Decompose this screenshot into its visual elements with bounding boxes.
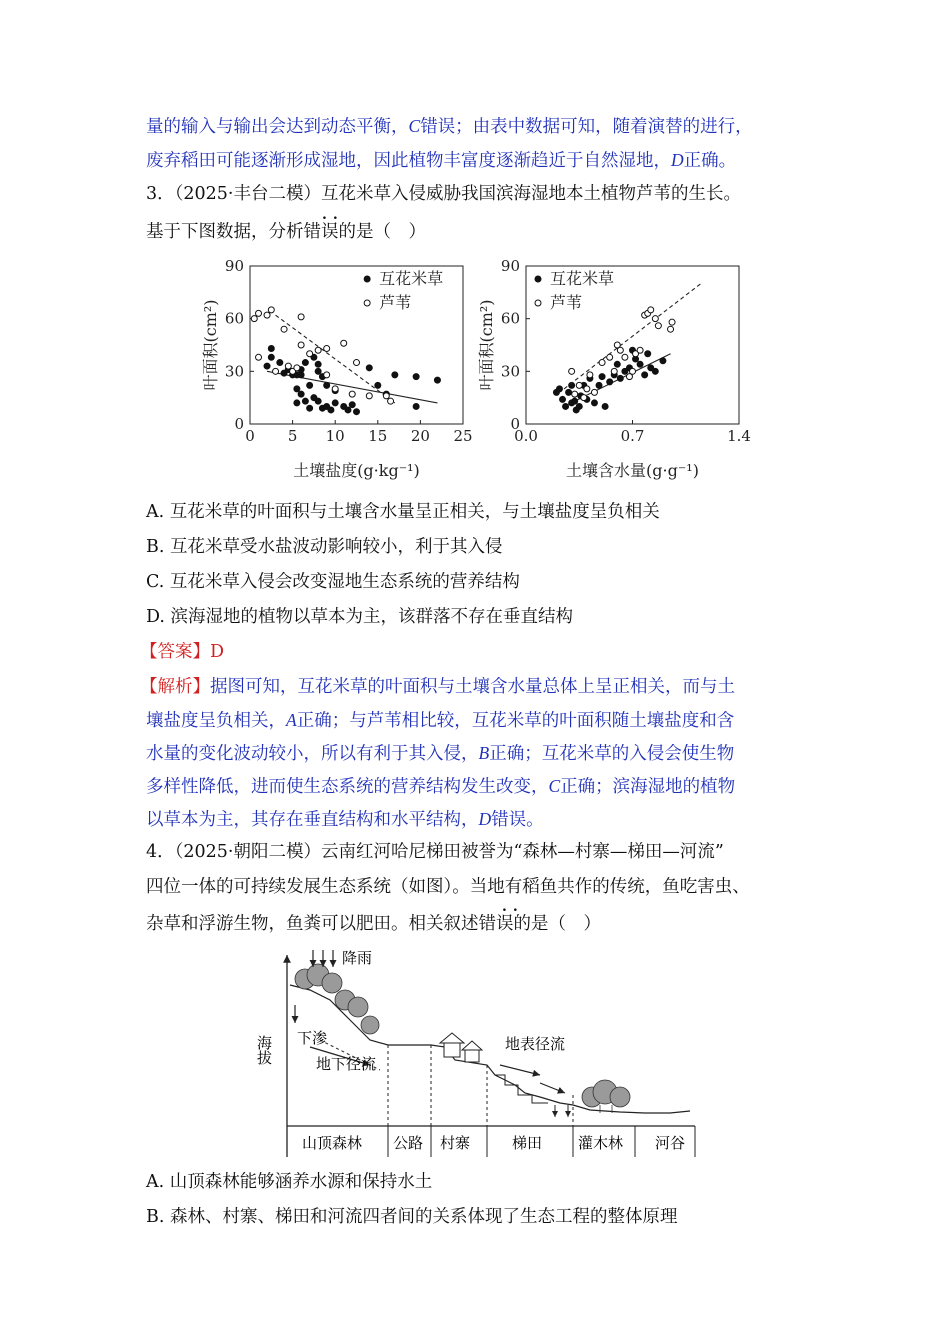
data-point <box>622 354 628 360</box>
data-point <box>637 347 643 353</box>
data-point <box>599 360 605 366</box>
data-point <box>328 407 334 413</box>
data-point <box>307 405 313 411</box>
data-point <box>264 312 270 318</box>
q4-stem-line-2: 四位一体的可持续发展生态系统（如图）。当地有稻鱼共作的传统，鱼吃害虫、 <box>146 877 750 897</box>
data-point <box>324 382 330 388</box>
data-point <box>388 398 394 404</box>
y-tick-label: 60 <box>500 309 520 328</box>
data-point <box>587 372 593 378</box>
data-point <box>324 346 330 352</box>
data-point <box>349 402 355 408</box>
shrub-trees <box>582 1080 630 1113</box>
data-point <box>602 403 608 409</box>
data-point <box>294 400 300 406</box>
data-point <box>572 398 578 404</box>
x-axis-label: 土壤盐度(g·kg⁻¹) <box>293 461 420 480</box>
data-point <box>294 386 300 392</box>
data-point <box>332 386 338 392</box>
salinity-scatter-chart <box>196 254 496 494</box>
village-houses <box>440 1033 482 1062</box>
emphasis-dots: .. <box>322 207 344 223</box>
analysis-label: 【解析】 <box>140 677 210 697</box>
analysis-line-4 <box>146 774 735 799</box>
data-point <box>268 307 274 313</box>
data-point <box>268 346 274 352</box>
legend-label: 互花米草 <box>379 269 444 288</box>
data-point <box>648 307 654 313</box>
carry-line-2 <box>146 148 736 173</box>
data-point <box>630 368 636 374</box>
y-tick-label: 90 <box>500 257 520 275</box>
analysis-text: 以草本为主，其存在垂直结构和水平结构， <box>146 810 479 830</box>
carry-text: 量的输入与输出会达到动态平衡， <box>146 117 409 137</box>
data-point <box>614 361 620 367</box>
answer-value: D <box>210 642 225 662</box>
data-point <box>332 400 338 406</box>
analysis-line-5 <box>146 807 544 832</box>
legend-label: 互花米草 <box>550 269 615 288</box>
forest-trees <box>295 964 379 1034</box>
carry-text: 正确。 <box>683 151 737 171</box>
data-point <box>563 403 569 409</box>
zone-shrub: 灌木林 <box>578 1134 624 1152</box>
q3-option-b: B. 互花米草受水盐波动影响较小，利于其入侵 <box>146 537 503 557</box>
analysis-text: 壤盐度呈负相关， <box>146 711 286 731</box>
x-tick-label: 15 <box>368 427 388 445</box>
y-tick-label: 0 <box>510 415 520 433</box>
zone-valley: 河谷 <box>655 1134 686 1152</box>
y-tick-label: 90 <box>224 257 244 275</box>
data-point <box>277 360 283 366</box>
data-point <box>302 398 308 404</box>
moisture-scatter-chart <box>472 254 762 494</box>
carry-line-1 <box>146 114 753 139</box>
plot-frame <box>526 266 739 424</box>
x-tick-label: 20 <box>410 427 430 445</box>
data-point <box>375 382 381 388</box>
analysis-text: 错误。 <box>491 810 544 830</box>
data-point <box>273 368 279 374</box>
altitude-label: 海拔 <box>255 1035 273 1065</box>
rain-label: 降雨 <box>342 949 373 967</box>
q3-option-a: A. 互花米草的叶面积与土壤含水量呈正相关，与土壤盐度呈负相关 <box>146 502 660 522</box>
q3-stem-line-1: 3．（2025·丰台二模）互花米草入侵威胁我国滨海湿地本土植物芦苇的生长。 <box>146 184 741 204</box>
data-point <box>596 382 602 388</box>
data-point <box>591 400 597 406</box>
x-tick-label: 0.7 <box>620 427 645 445</box>
seep-label: 下渗 <box>297 1029 328 1047</box>
data-point <box>256 310 262 316</box>
data-point <box>324 372 330 378</box>
analysis-text: 正确；互花米草的入侵会使生物 <box>489 744 735 764</box>
q4-option-b: B. 森林、村寨、梯田和河流四者间的关系体现了生态工程的整体原理 <box>146 1207 678 1227</box>
q4-option-a: A. 山顶森林能够涵养水源和保持水土 <box>146 1172 433 1192</box>
analysis-line-1 <box>140 675 735 699</box>
data-point <box>392 372 398 378</box>
option-letter: B <box>478 743 490 763</box>
y-tick-label: 30 <box>224 362 244 381</box>
data-point <box>572 391 578 397</box>
data-point <box>655 323 661 329</box>
option-letter: D <box>671 150 684 170</box>
data-point <box>315 361 321 367</box>
x-tick-label: 10 <box>325 427 345 445</box>
legend-label: 芦苇 <box>550 293 583 312</box>
data-point <box>607 379 613 385</box>
data-point <box>341 340 347 346</box>
analysis-line-2 <box>146 708 734 733</box>
y-axis-label: 叶面积(cm²) <box>477 299 496 391</box>
option-letter: C <box>408 116 421 136</box>
legend-marker <box>535 300 541 306</box>
zone-road: 公路 <box>393 1134 424 1152</box>
analysis-line-3 <box>146 741 734 766</box>
data-point <box>345 407 351 413</box>
option-letter: A <box>286 710 297 730</box>
data-point <box>302 360 308 366</box>
data-point <box>315 398 321 404</box>
data-point <box>668 326 674 332</box>
q4-stem-line-1: 4．（2025·朝阳二模）云南红河哈尼梯田被誉为“森林—村寨—梯田—河流” <box>146 842 724 862</box>
analysis-text: 水量的变化波动较小，所以有利于其入侵， <box>146 744 479 764</box>
data-point <box>315 368 321 374</box>
data-point <box>256 354 262 360</box>
x-tick-label: 1.4 <box>727 427 751 445</box>
data-point <box>268 354 274 360</box>
data-point <box>584 386 590 392</box>
data-point <box>642 372 648 378</box>
data-point <box>566 389 572 395</box>
data-point <box>294 365 300 371</box>
x-axis-label: 土壤含水量(g·g⁻¹) <box>566 461 699 480</box>
data-point <box>413 374 419 380</box>
legend-marker <box>535 276 541 282</box>
data-point <box>281 326 287 332</box>
analysis-text: 正确；滨海湿地的植物 <box>560 777 736 797</box>
data-point <box>556 386 562 392</box>
data-point <box>599 374 605 380</box>
answer-label: 【答案】 <box>140 642 210 662</box>
data-point <box>251 316 257 322</box>
legend-marker <box>364 300 370 306</box>
y-tick-label: 60 <box>224 309 244 328</box>
data-point <box>264 363 270 369</box>
legend-label: 芦苇 <box>379 293 412 312</box>
zone-terrace: 梯田 <box>512 1134 543 1152</box>
option-letter: D <box>478 809 492 829</box>
x-tick-label: 5 <box>287 427 298 445</box>
data-point <box>307 382 313 388</box>
data-point <box>581 395 587 401</box>
emphasis-dots: .. <box>502 899 524 915</box>
data-point <box>611 368 617 374</box>
data-point <box>637 361 643 367</box>
data-point <box>285 363 291 369</box>
option-letter: C <box>548 776 561 796</box>
x-tick-label: 25 <box>453 427 473 445</box>
q3-option-d: D. 滨海湿地的植物以草本为主，该群落不存在垂直结构 <box>146 607 574 627</box>
data-point <box>569 368 575 374</box>
data-point <box>434 377 440 383</box>
data-point <box>413 403 419 409</box>
y-tick-label: 0 <box>234 415 244 433</box>
answer-line <box>140 640 224 664</box>
data-point <box>617 375 623 381</box>
data-point <box>576 403 582 409</box>
groundwater-label: 地下径流 <box>316 1055 377 1073</box>
data-point <box>591 389 597 395</box>
data-point <box>315 347 321 353</box>
data-point <box>645 351 651 357</box>
data-point <box>617 347 623 353</box>
carry-text: 错误；由表中数据可知，随着演替的进行， <box>420 117 753 137</box>
q4-stem-line-3: 杂草和浮游生物，鱼粪可以肥田。相关叙述错误的是（ ） <box>146 914 601 934</box>
data-point <box>576 382 582 388</box>
zone-forest: 山顶森林 <box>302 1134 363 1152</box>
data-point <box>307 351 313 357</box>
data-point <box>298 314 304 320</box>
x-tick-label: 0.0 <box>514 427 538 445</box>
plot-frame <box>250 266 463 424</box>
data-point <box>298 391 304 397</box>
x-tick-label: 0 <box>245 427 255 445</box>
zone-village: 村寨 <box>440 1134 471 1152</box>
y-axis-label: 叶面积(cm²) <box>201 299 220 391</box>
data-point <box>607 354 613 360</box>
carry-text: 废弃稻田可能逐渐形成湿地，因此植物丰富度逐渐趋近于自然湿地， <box>146 151 671 171</box>
q3-option-c: C. 互花米草入侵会改变湿地生态系统的营养结构 <box>146 572 520 592</box>
data-point <box>366 365 372 371</box>
analysis-text: 多样性降低，进而使生态系统的营养结构发生改变， <box>146 777 549 797</box>
legend-marker <box>364 276 370 282</box>
data-point <box>349 391 355 397</box>
terrace-ecosystem-diagram <box>250 945 700 1160</box>
data-point <box>660 358 666 364</box>
data-point <box>354 409 360 415</box>
data-point <box>560 396 566 402</box>
analysis-text: 正确；与芦苇相比较，互花米草的叶面积随土壤盐度和含 <box>296 711 735 731</box>
data-point <box>669 319 675 325</box>
data-point <box>652 316 658 322</box>
data-point <box>652 368 658 374</box>
data-point <box>383 393 389 399</box>
q3-stem-line-2: 基于下图数据，分析错误的是（ ） <box>146 222 426 242</box>
surface-runoff-label: 地表径流 <box>505 1035 566 1053</box>
data-point <box>298 342 304 348</box>
surface-runoff-arrow <box>500 1065 540 1075</box>
analysis-text: 据图可知，互花米草的叶面积与土壤含水量总体上呈正相关，而与土 <box>210 677 735 697</box>
data-point <box>366 393 372 399</box>
data-point <box>354 360 360 366</box>
y-tick-label: 30 <box>500 362 520 381</box>
